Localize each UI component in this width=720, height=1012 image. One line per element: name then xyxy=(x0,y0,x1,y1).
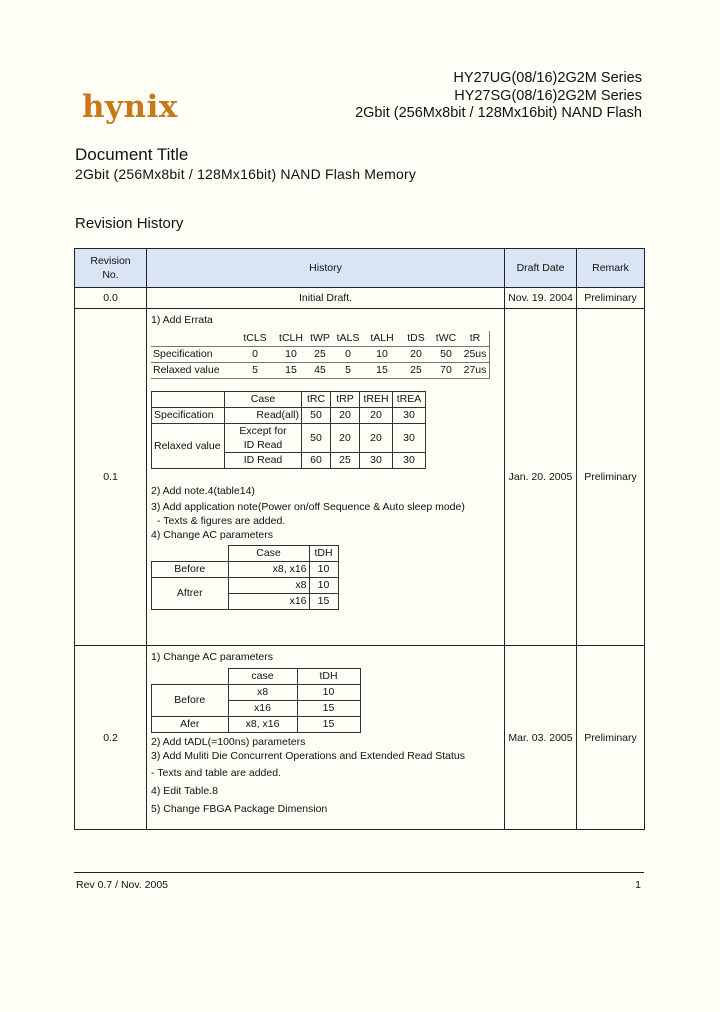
revision-history-heading: Revision History xyxy=(75,215,184,232)
revision-table-header xyxy=(75,249,645,288)
series-block xyxy=(355,70,642,123)
history-subitem: - Texts & figures are added. xyxy=(157,515,286,527)
history-item: 3) Add Muliti Die Concurrent Operations and Extended Read Status xyxy=(151,750,466,762)
header-draft-date: Draft Date xyxy=(505,249,577,288)
page-number: 1 xyxy=(635,879,641,891)
ac-params-table: case tDH Before x8 10 x16 15 Afer x8, x16 15 xyxy=(151,668,361,733)
history-cell xyxy=(147,309,505,646)
read-timing-table: Case tRC tRP tREH tREA Specification Read(all) 50 20 20 30 Relaxed value Except for ID Read 50 20 20 30 ID Read 60 25 30 30 xyxy=(151,391,426,469)
revision-no: 0.0 xyxy=(75,288,147,309)
history-item: 3) Add application note(Power on/off Sequence & Auto sleep mode) xyxy=(151,501,465,513)
history-item: 4) Change AC parameters xyxy=(151,529,273,541)
remark: Preliminary xyxy=(577,288,645,309)
header-remark: Remark xyxy=(577,249,645,288)
ac-params-table: Case tDH Before x8, x16 10 Aftrer x8 10 x16 15 xyxy=(151,545,339,610)
draft-date: Nov. 19. 2004 xyxy=(505,288,577,309)
remark: Preliminary xyxy=(577,309,645,646)
history-item: 2) Add note.4(table14) xyxy=(151,485,255,497)
header-revision: Revision No. xyxy=(75,249,147,288)
hynix-logo: hynix xyxy=(82,89,178,125)
history-subitem: - Texts and table are added. xyxy=(151,767,281,779)
table-row xyxy=(75,288,645,309)
revision-no: 0.1 xyxy=(75,309,147,646)
remark: Preliminary xyxy=(577,646,645,830)
history-item: 1) Change AC parameters xyxy=(151,651,273,663)
errata-table: tCLS tCLH tWP tALS tALH tDS tWC tR Specification 0 10 25 0 10 20 50 25us Relaxed value 5 15 45 5 15 25 70 27us xyxy=(151,331,490,379)
series-line-1: HY27UG(08/16)2G2M Series xyxy=(453,70,642,86)
history-cell: Initial Draft. xyxy=(147,288,505,309)
series-line-3: 2Gbit (256Mx8bit / 128Mx16bit) NAND Flash xyxy=(355,105,642,121)
header-history: History xyxy=(147,249,505,288)
footer-revision: Rev 0.7 / Nov. 2005 xyxy=(76,879,169,891)
history-item: 5) Change FBGA Package Dimension xyxy=(151,803,328,815)
footer-divider xyxy=(74,872,644,873)
history-item: 4) Edit Table.8 xyxy=(151,785,218,797)
draft-date: Jan. 20. 2005 xyxy=(505,309,577,646)
revision-table xyxy=(74,248,645,830)
table-row xyxy=(75,309,645,646)
document-subtitle: 2Gbit (256Mx8bit / 128Mx16bit) NAND Flash Memory xyxy=(75,166,417,182)
table-row xyxy=(75,646,645,830)
document-title: Document Title xyxy=(75,145,189,164)
history-item: 2) Add tADL(=100ns) parameters xyxy=(151,736,306,748)
history-cell xyxy=(147,646,505,830)
revision-no: 0.2 xyxy=(75,646,147,830)
draft-date: Mar. 03. 2005 xyxy=(505,646,577,830)
history-item: 1) Add Errata xyxy=(151,314,213,326)
series-line-2: HY27SG(08/16)2G2M Series xyxy=(454,87,642,104)
